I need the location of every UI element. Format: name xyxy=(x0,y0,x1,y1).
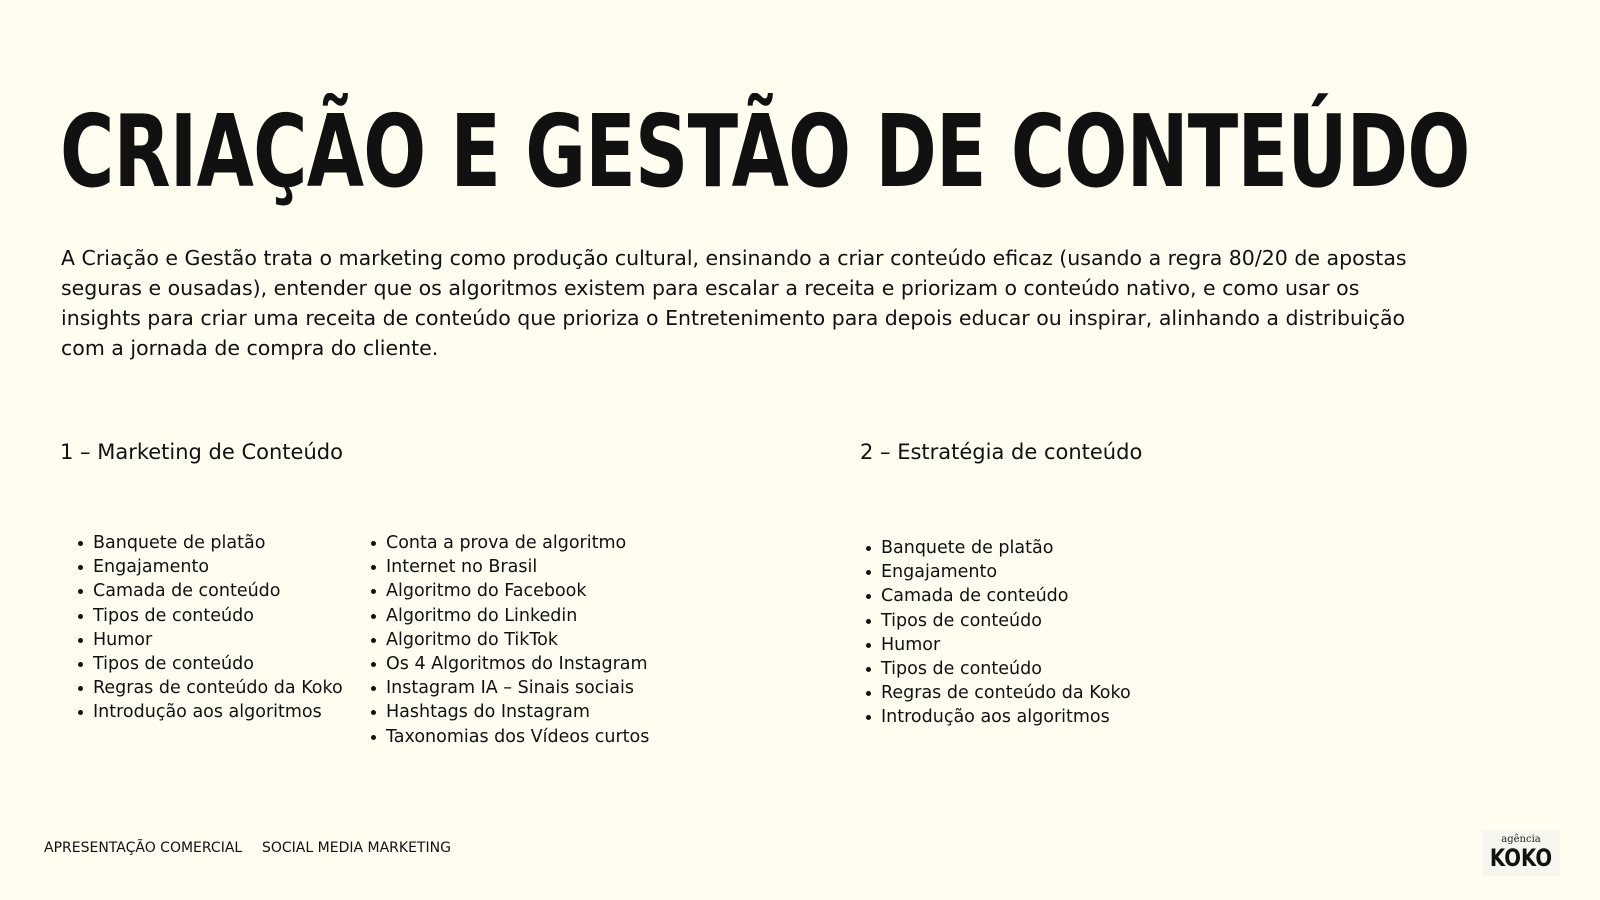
footer-presentation-label: APRESENTAÇÃO COMERCIAL xyxy=(44,840,243,856)
list-item: Humor xyxy=(851,633,1131,657)
section-heading-marketing-de-conteudo: 1 – Marketing de Conteúdo xyxy=(60,440,343,464)
list-item: Regras de conteúdo da Koko xyxy=(851,681,1131,705)
list-item: Hashtags do Instagram xyxy=(356,700,649,724)
page-title: CRIAÇÃO E GESTÃO DE CONTEÚDO xyxy=(60,93,1470,210)
footer-topic-label: SOCIAL MEDIA MARKETING xyxy=(262,840,451,856)
list-item: Conta a prova de algoritmo xyxy=(356,531,649,555)
logo-wordmark: KOKO xyxy=(1489,844,1553,872)
list-item: Tipos de conteúdo xyxy=(63,604,343,628)
list-item: Algoritmo do Linkedin xyxy=(356,604,649,628)
list-item: Instagram IA – Sinais sociais xyxy=(356,676,649,700)
list-item: Introdução aos algoritmos xyxy=(63,700,343,724)
list-item: Tipos de conteúdo xyxy=(851,609,1131,633)
list-item: Algoritmo do Facebook xyxy=(356,579,649,603)
list-item: Engajamento xyxy=(63,555,343,579)
bullet-list xyxy=(63,531,343,725)
list-item: Engajamento xyxy=(851,560,1131,584)
list-item: Banquete de platão xyxy=(851,536,1131,560)
logo-tagline: agência xyxy=(1501,834,1541,845)
list-item: Regras de conteúdo da Koko xyxy=(63,676,343,700)
list-item: Introdução aos algoritmos xyxy=(851,705,1131,729)
list-item: Tipos de conteúdo xyxy=(63,652,343,676)
bullet-list xyxy=(851,536,1131,730)
section-heading-estrategia-de-conteudo: 2 – Estratégia de conteúdo xyxy=(860,440,1143,464)
list-item: Banquete de platão xyxy=(63,531,343,555)
list-item: Os 4 Algoritmos do Instagram xyxy=(356,652,649,676)
list-item: Tipos de conteúdo xyxy=(851,657,1131,681)
list-item: Algoritmo do TikTok xyxy=(356,628,649,652)
bullet-list xyxy=(356,531,649,749)
list-item: Camada de conteúdo xyxy=(851,584,1131,608)
intro-paragraph: A Criação e Gestão trata o marketing como produção cultural, ensinando a criar conteúdo eficaz (usando a regra 80/20 de apostas seguras e ousadas), entender que os algoritmos existem para escalar a receita e priorizam o conteúdo nativo, e como usar os insights para criar uma receita de conteúdo que prioriza o Entretenimento para depois educar ou inspirar, alinhando a distribuição com a jornada de compra do cliente. xyxy=(61,246,1407,360)
list-item: Internet no Brasil xyxy=(356,555,649,579)
list-item: Humor xyxy=(63,628,343,652)
list-item: Taxonomias dos Vídeos curtos xyxy=(356,725,649,749)
list-item: Camada de conteúdo xyxy=(63,579,343,603)
agency-logo xyxy=(1482,830,1560,876)
